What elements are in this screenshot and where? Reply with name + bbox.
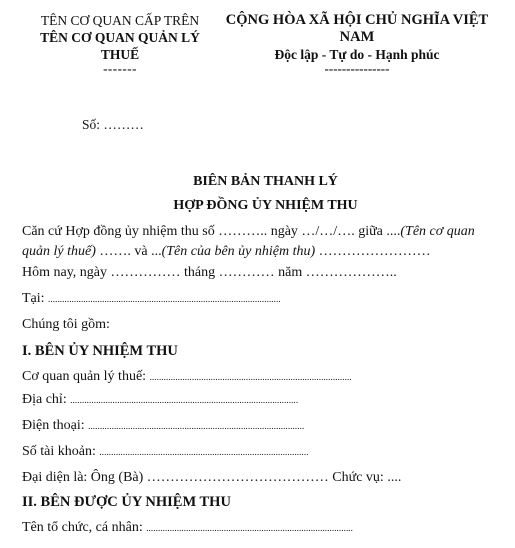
contract-basis-paragraph — [22, 222, 492, 262]
basis-tax-agency-placeholder: (Tên cơ quan quản lý thuế) — [22, 224, 475, 259]
section-1-heading: I. BÊN ỦY NHIỆM THU — [22, 343, 178, 359]
organization-label: Tên tổ chức, cá nhân: — [22, 520, 147, 535]
basis-text-3: …………………… — [315, 244, 431, 259]
tax-agency-line — [22, 369, 502, 385]
place-line — [22, 291, 502, 307]
organization-fill: ........................................................................................ — [146, 523, 354, 533]
basis-text-2: ……. và ... — [95, 244, 162, 259]
tax-agency-label: Cơ quan quản lý thuế: — [22, 369, 150, 384]
issuing-agency-block — [40, 12, 200, 75]
place-fill: ................................................................................................... — [48, 294, 281, 304]
right-header-rule: --------------- — [324, 61, 390, 76]
address-line — [22, 392, 502, 408]
tax-agency-fill: ...................................................................................... — [149, 372, 352, 382]
attendees-intro: Chúng tôi gồm: — [22, 317, 110, 332]
document-subtitle: HỢP ĐỒNG ỦY NHIỆM THU — [173, 198, 358, 213]
account-label: Số tài khoản: — [22, 444, 100, 459]
superior-agency-name: TÊN CƠ QUAN CẤP TRÊN — [40, 13, 200, 28]
account-line — [22, 444, 502, 460]
address-fill: ................................................................................................. — [70, 395, 299, 405]
document-title: BIÊN BẢN THANH LÝ — [193, 174, 338, 189]
phone-line — [22, 418, 502, 434]
basis-text-1: Căn cứ Hợp đồng ủy nhiệm thu số ……….. ngày …/…/…. giữa .... — [22, 224, 401, 239]
place-label: Tại: — [22, 291, 49, 306]
account-fill: ......................................................................................... — [99, 447, 309, 457]
date-line: Hôm nay, ngày …………… tháng ………… năm ……………….. — [22, 265, 397, 280]
country-name: CỘNG HÒA XÃ HỘI CHỦ NGHĨA VIỆT NAM — [225, 12, 489, 45]
basis-collector-placeholder: (Tên của bên ủy nhiệm thu) — [161, 244, 316, 259]
phone-label: Điện thoại: — [22, 418, 89, 433]
organization-line — [22, 520, 502, 536]
document-number: Số: ……… — [82, 117, 144, 132]
representative-line: Đại diện là: Ông (Bà) ………………………………… Chức vụ: .... — [22, 470, 402, 485]
national-header-block — [212, 12, 502, 75]
tax-agency-name: TÊN CƠ QUAN QUẢN LÝ THUẾ — [40, 30, 200, 62]
address-label: Địa chỉ: — [22, 392, 71, 407]
section-2-heading: II. BÊN ĐƯỢC ỦY NHIỆM THU — [22, 494, 231, 510]
left-header-rule: ------- — [103, 61, 137, 76]
national-motto: Độc lập - Tự do - Hạnh phúc — [274, 47, 440, 62]
phone-fill: ............................................................................................ — [88, 421, 305, 431]
